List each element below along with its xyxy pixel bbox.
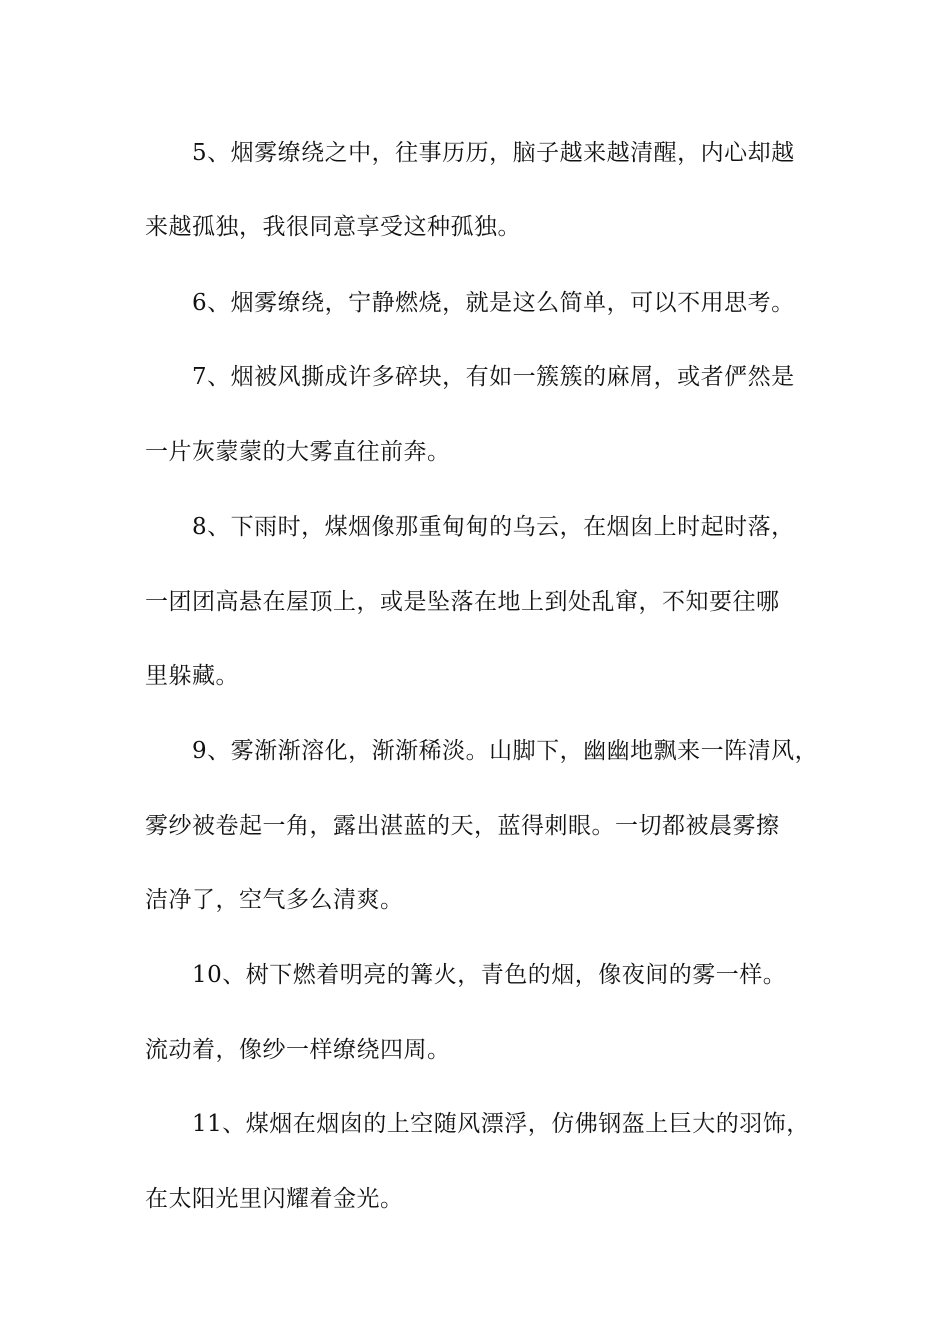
paragraph-8-line-1: 8、下雨时，煤烟像那重甸甸的乌云，在烟囱上时起时落， [192, 514, 795, 540]
paragraph-7-line-1: 7、烟被风撕成许多碎块，有如一簇簇的麻屑，或者俨然是 [192, 364, 795, 390]
paragraph-10-line-1: 10、树下燃着明亮的篝火，青色的烟，像夜间的雾一样。 [192, 962, 787, 988]
paragraph-10-line-2: 流动着，像纱一样缭绕四周。 [145, 1037, 451, 1063]
paragraph-5-line-2: 来越孤独，我很同意享受这种孤独。 [145, 214, 521, 240]
paragraph-9-line-3: 洁净了，空气多么清爽。 [145, 887, 404, 913]
paragraph-5-line-1: 5、烟雾缭绕之中，往事历历，脑子越来越清醒，内心却越 [192, 140, 795, 166]
paragraph-6-line-1: 6、烟雾缭绕，宁静燃烧，就是这么简单，可以不用思考。 [192, 290, 795, 316]
paragraph-7-line-2: 一片灰蒙蒙的大雾直往前奔。 [145, 439, 451, 465]
paragraph-8-line-3: 里躲藏。 [145, 663, 239, 689]
paragraph-11-line-2: 在太阳光里闪耀着金光。 [145, 1186, 404, 1212]
paragraph-11-line-1: 11、煤烟在烟囱的上空随风漂浮，仿佛钢盔上巨大的羽饰， [192, 1111, 810, 1137]
paragraph-9-line-1: 9、雾渐渐溶化，渐渐稀淡。山脚下，幽幽地飘来一阵清风， [192, 738, 819, 764]
paragraph-8-line-2: 一团团高悬在屋顶上，或是坠落在地上到处乱窜，不知要往哪 [145, 589, 780, 615]
paragraph-9-line-2: 雾纱被卷起一角，露出湛蓝的天，蓝得刺眼。一切都被晨雾擦 [145, 813, 780, 839]
